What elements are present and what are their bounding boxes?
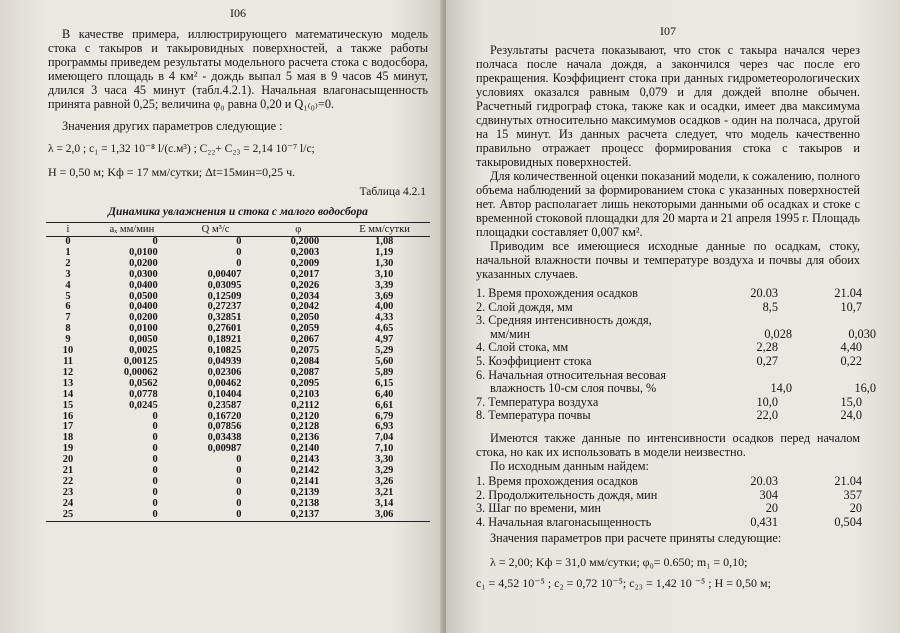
cell-i: 9 [65,334,71,346]
cell-e: 3,26 [375,475,394,487]
formula-line-2: H = 0,50 м; Kф = 17 мм/сутки; Δt=15мин=0,25 ч. [48,165,296,179]
cell-ax: 0,0400 [129,279,158,291]
list-item [476,502,860,516]
cell-e: 6,79 [375,410,394,422]
list-item [476,355,860,369]
cell-ax: 0,0245 [129,399,158,411]
list-item-value-1: 20.03 [750,473,778,488]
cell-phi: 0,2034 [290,290,320,302]
cell-ax: 0,0200 [129,257,158,269]
cell-phi: 0,2137 [257,510,339,521]
cell-q: 0,00407 [207,268,242,280]
cell-ax: 0 [152,486,158,498]
cell-e: 3,21 [375,486,394,498]
list-item [476,409,860,423]
cell-e: 5,60 [375,355,394,367]
list-item [476,314,860,328]
cell-q: 0,03095 [207,279,242,291]
cell-e: 4,33 [375,312,394,324]
list-item-value-2: 0,504 [834,514,862,529]
list-item-label: влажность 10-см слоя почвы, % [490,381,657,396]
list-item-label: 3. Шаг по времени, мин [476,501,601,516]
left-page [0,0,446,633]
cell-phi: 0,2017 [290,268,320,280]
cell-e: 6,93 [375,421,394,433]
cell-q: 0,10825 [207,345,242,357]
cell-q: 0 [236,465,242,477]
cell-e: 5,89 [375,366,394,378]
page-number: I07 [660,24,676,38]
list-item [476,369,860,383]
cell-i: 2 [65,257,71,269]
cell-ax: 0 [152,465,158,477]
col-header-ax: aₓ мм/мин [90,223,174,237]
list-item-value-2: 10,7 [840,299,862,314]
cell-ax: 0,0300 [129,268,158,280]
cell-phi: 0,2026 [290,279,320,291]
cell-phi: 0,2000 [290,236,320,247]
cell-q: 0 [236,236,242,247]
col-header-i: i [46,223,90,237]
cell-ax: 0,0400 [129,301,158,313]
cell-e: 1,30 [375,257,394,269]
cell-q: 0 [236,454,242,466]
cell-q: 0,07856 [207,421,242,433]
cell-q: 0 [236,475,242,487]
cell-phi: 0,2136 [290,432,320,444]
cell-i: 18 [62,432,74,444]
source-data-list [476,286,876,423]
cell-i: 23 [62,486,74,498]
cell-i: 6 [65,301,71,313]
cell-ax: 0,0025 [129,345,158,357]
cell-i: 22 [62,475,74,487]
cell-i: 15 [62,399,74,411]
cell-e: 3,30 [375,454,394,466]
params-intro: Значения других параметров следующие : [62,119,283,133]
cell-q: 0,02306 [207,366,242,378]
list-item-label: 8. Температура почвы [476,408,591,423]
cell-e: 4,65 [375,323,394,335]
cell-phi: 0,2059 [290,323,320,335]
list-item-value-2 [778,369,862,383]
cell-i: 7 [65,312,71,324]
quantitative-paragraph: Для количественной оценки показаний модели, к сожалению, полного объема наблюдений за формированием стока с указанных поверхностей нет. Автор располагает лишь некоторыми данными об осадках и стоке с временной стоковой площадки для 20 марта и 21 апреля 1995 г. Площадь площадки составляет 0,007 км². [476,169,860,239]
list-item-value-1 [708,314,778,328]
list-item [476,341,860,355]
list-item-value-1: 0,27 [756,353,778,368]
cell-phi: 0,2067 [290,334,320,346]
list-item-value-1: 20.03 [750,286,778,300]
cell-i: 0 [65,236,71,247]
list-item [476,516,860,530]
col-header-q: Q м³/с [174,223,258,237]
table-row [46,281,430,292]
cell-i: 24 [62,497,74,509]
cell-q: 0,12509 [207,290,242,302]
formula-line-1: λ = 2,0 ; c₁ = 1,32 10⁻⁸ l/(c.м³) ; C₂₂+ C₂₃ = 2,14 10⁻⁷ l/c; [48,143,315,155]
cell-e: 1,19 [375,246,394,258]
cell-ax: 0,0100 [129,323,158,335]
list-item [476,396,860,410]
cell-e: 3,10 [375,268,394,280]
list-item [476,326,876,342]
list-item-value-2: 16,0 [854,381,876,396]
cell-e: 5,29 [375,345,394,357]
cell-q: 0,27601 [207,323,242,335]
cell-phi: 0,2120 [290,410,320,422]
list-item [476,381,876,396]
runoff-table [46,222,430,522]
cell-phi: 0,2138 [290,497,320,509]
cell-e: 3,06 [339,510,430,521]
cell-phi: 0,2050 [290,312,320,324]
cell-phi: 0,2003 [290,246,320,258]
list-item-label: 6. Начальная относительная весовая [476,367,667,382]
cell-phi: 0,2128 [290,421,320,433]
derived-data-list [476,475,860,529]
cell-q: 0,03438 [207,432,242,444]
list-item-value-1: 0,028 [764,326,792,341]
cell-e: 4,00 [375,301,394,313]
cell-i: 5 [65,290,71,302]
cell-phi: 0,2142 [290,465,320,477]
cell-i: 3 [65,268,71,280]
table-reference: Таблица 4.2.1 [359,186,426,198]
calc-formula-1: λ = 2,00; Kф = 31,0 мм/сутки; φ₀= 0.650; m₁ = 0,10; [490,555,748,570]
cell-phi: 0,2143 [290,454,320,466]
list-item-label: 1. Время прохождения осадков [476,286,638,300]
table-header-row [46,223,430,237]
cell-i: 8 [65,323,71,335]
cell-e: 7,10 [375,443,394,455]
cell-ax: 0,0778 [129,388,158,400]
cell-q: 0,16720 [207,410,242,422]
intro-paragraph: В качестве примера, иллюстрирующего математическую модель стока с такыров и такыровидных поверхностей, а также работы программы приведем результаты модельного расчета стока с водосбора, имеющего площадь в 4 км² - дождь выпал 5 мая в 9 часов 45 минут, длился 3 часа 45 минут (табл.4.2.1). Начальная влагонасыщенность принята равной 0,25; величина φ₀ равна 0,20 и Q₁₍₀₎=0. [48,27,428,111]
cell-ax: 0,00125 [123,355,158,367]
list-item-value-2 [778,314,862,328]
cell-q: 0 [236,257,242,269]
list-item-value-1: 10,0 [756,394,778,409]
cell-phi: 0,2084 [290,355,320,367]
cell-phi: 0,2009 [290,257,320,269]
cell-i: 21 [62,465,74,477]
list-item [476,287,860,301]
cell-q: 0,32851 [207,312,242,324]
list-item-value-2: 21.04 [834,473,862,488]
derived-intro: По исходным данным найдем: [490,458,649,473]
list-item-value-1: 8,5 [762,299,778,314]
cell-q: 0 [236,497,242,509]
cell-ax: 0,0200 [129,312,158,324]
cell-e: 6,61 [375,399,394,411]
cell-q: 0,04939 [207,355,242,367]
list-item-label: мм/мин [490,326,530,341]
cell-ax: 0,00062 [123,366,158,378]
source-data-paragraph: Приводим все имеющиеся исходные данные по осадкам, стоку, начальной влажности почвы и температуре воздуха и почвы для обоих указанных случаев. [476,239,860,281]
list-item-label: 4. Слой стока, мм [476,340,569,355]
list-item-value-1: 22,0 [756,408,778,423]
list-item-value-1: 14,0 [770,381,792,396]
cell-ax: 0 [152,454,158,466]
calc-params-intro: Значения параметров при расчете приняты следующие: [490,531,782,546]
list-item-value-1: 304 [759,487,778,502]
cell-ax: 0 [152,443,158,455]
cell-q: 0,00987 [207,443,242,455]
cell-q: 0 [236,486,242,498]
cell-phi: 0,2087 [290,366,320,378]
cell-ax: 0 [90,510,174,521]
page-number: I06 [230,6,246,20]
list-item-label: 3. Средняя интенсивность дождя, [476,313,652,328]
cell-ax: 0,0100 [129,246,158,258]
cell-i: 25 [46,510,90,521]
list-item-value-2: 21.04 [834,286,862,300]
list-item [476,475,860,489]
cell-e: 1,08 [375,236,394,247]
table-row [46,270,430,281]
cell-i: 14 [62,388,74,400]
cell-q: 0,00462 [207,377,242,389]
cell-i: 12 [62,366,74,378]
cell-e: 6,40 [375,388,394,400]
cell-i: 17 [62,421,74,433]
cell-i: 11 [63,355,73,367]
cell-phi: 0,2042 [290,301,320,313]
list-item-value-1: 20 [765,501,778,516]
cell-ax: 0 [152,475,158,487]
cell-q: 0,23587 [207,399,242,411]
cell-ax: 0 [152,236,158,247]
list-item-value-2: 24,0 [840,408,862,423]
list-item-value-2: 15,0 [840,394,862,409]
table-row [46,401,430,412]
cell-phi: 0,2140 [290,443,320,455]
table-body [46,237,430,522]
cell-ax: 0,0050 [129,334,158,346]
results-paragraph: Результаты расчета показывают, что сток с такыра начался через полчаса после начала дождя, а закончился через час после его прекращения. Коэффициент стока при данных гидрометеорологических условиях оказался равным 0,079 и для дождей вполне обычен. Расчетный гидрограф стока, также как и осадки, имеет два максимума сдвинутых относительно максимумов осадков - один на полчаса, другой на 15 минут. Из данных расчета следует, что модель качественно правильно отражает процесс формирования стока с такыров и такыровидных поверхностей. [476,43,860,169]
table-title: Динамика увлажнения и стока с малого водосбора [108,206,368,218]
cell-ax: 0,0500 [129,290,158,302]
cell-phi: 0,2095 [290,377,320,389]
col-header-e: E мм/сутки [339,223,430,237]
list-item [476,489,860,503]
list-item-value-2: 0,030 [848,326,876,341]
table-row [46,390,430,401]
cell-q: 0,18921 [207,334,242,346]
cell-e: 3,29 [375,465,394,477]
cell-ax: 0,0562 [129,377,158,389]
cell-e: 4,97 [375,334,394,346]
cell-i: 19 [62,443,74,455]
cell-q: 0 [236,246,242,258]
cell-q: 0,27237 [207,301,242,313]
cell-e: 7,04 [375,432,394,444]
cell-i: 1 [65,246,71,258]
col-header-phi: φ [257,223,339,237]
cell-q: 0,10404 [207,388,242,400]
list-item-label: 5. Коэффициент стока [476,353,592,368]
cell-ax: 0 [152,497,158,509]
cell-i: 13 [62,377,74,389]
list-item-value-2: 0,22 [840,353,862,368]
list-item [476,301,860,315]
cell-e: 3,69 [375,290,394,302]
list-item-value-2: 4,40 [840,340,862,355]
cell-phi: 0,2141 [290,475,320,487]
cell-phi: 0,2075 [290,345,320,357]
cell-i: 16 [62,410,74,422]
cell-e: 3,14 [375,497,394,509]
cell-ax: 0 [152,410,158,422]
cell-i: 10 [62,345,74,357]
cell-ax: 0 [152,421,158,433]
list-item-value-1: 2,28 [756,340,778,355]
cell-phi: 0,2139 [290,486,320,498]
calc-formula-2: c₁ = 4,52 10⁻⁵ ; c₂ = 0,72 10⁻⁵; c₂₃ = 1,42 10 ⁻⁵ ; H = 0,50 м; [476,576,771,591]
list-item-value-1 [708,369,778,383]
list-item-value-2: 357 [843,487,862,502]
cell-q: 0 [174,510,258,521]
list-item-label: 2. Слой дождя, мм [476,299,573,314]
intensity-paragraph: Имеются также данные по интенсивности осадков перед началом стока, но как их использовать в модели неизвестно. [476,430,860,459]
cell-e: 3,39 [375,279,394,291]
list-item-value-2: 20 [849,501,862,516]
list-item-label: 2. Продолжительность дождя, мин [476,487,658,502]
cell-i: 20 [62,454,74,466]
cell-phi: 0,2112 [291,399,320,411]
cell-ax: 0 [152,432,158,444]
cell-e: 6,15 [375,377,394,389]
right-page [446,0,900,633]
list-item-label: 4. Начальная влагонасыщенность [476,514,652,529]
list-item-label: 7. Температура воздуха [476,394,599,409]
cell-phi: 0,2103 [290,388,320,400]
list-item-value-1: 0,431 [750,514,778,529]
cell-i: 4 [65,279,71,291]
list-item-label: 1. Время прохождения осадков [476,473,638,488]
table-row [46,510,430,521]
